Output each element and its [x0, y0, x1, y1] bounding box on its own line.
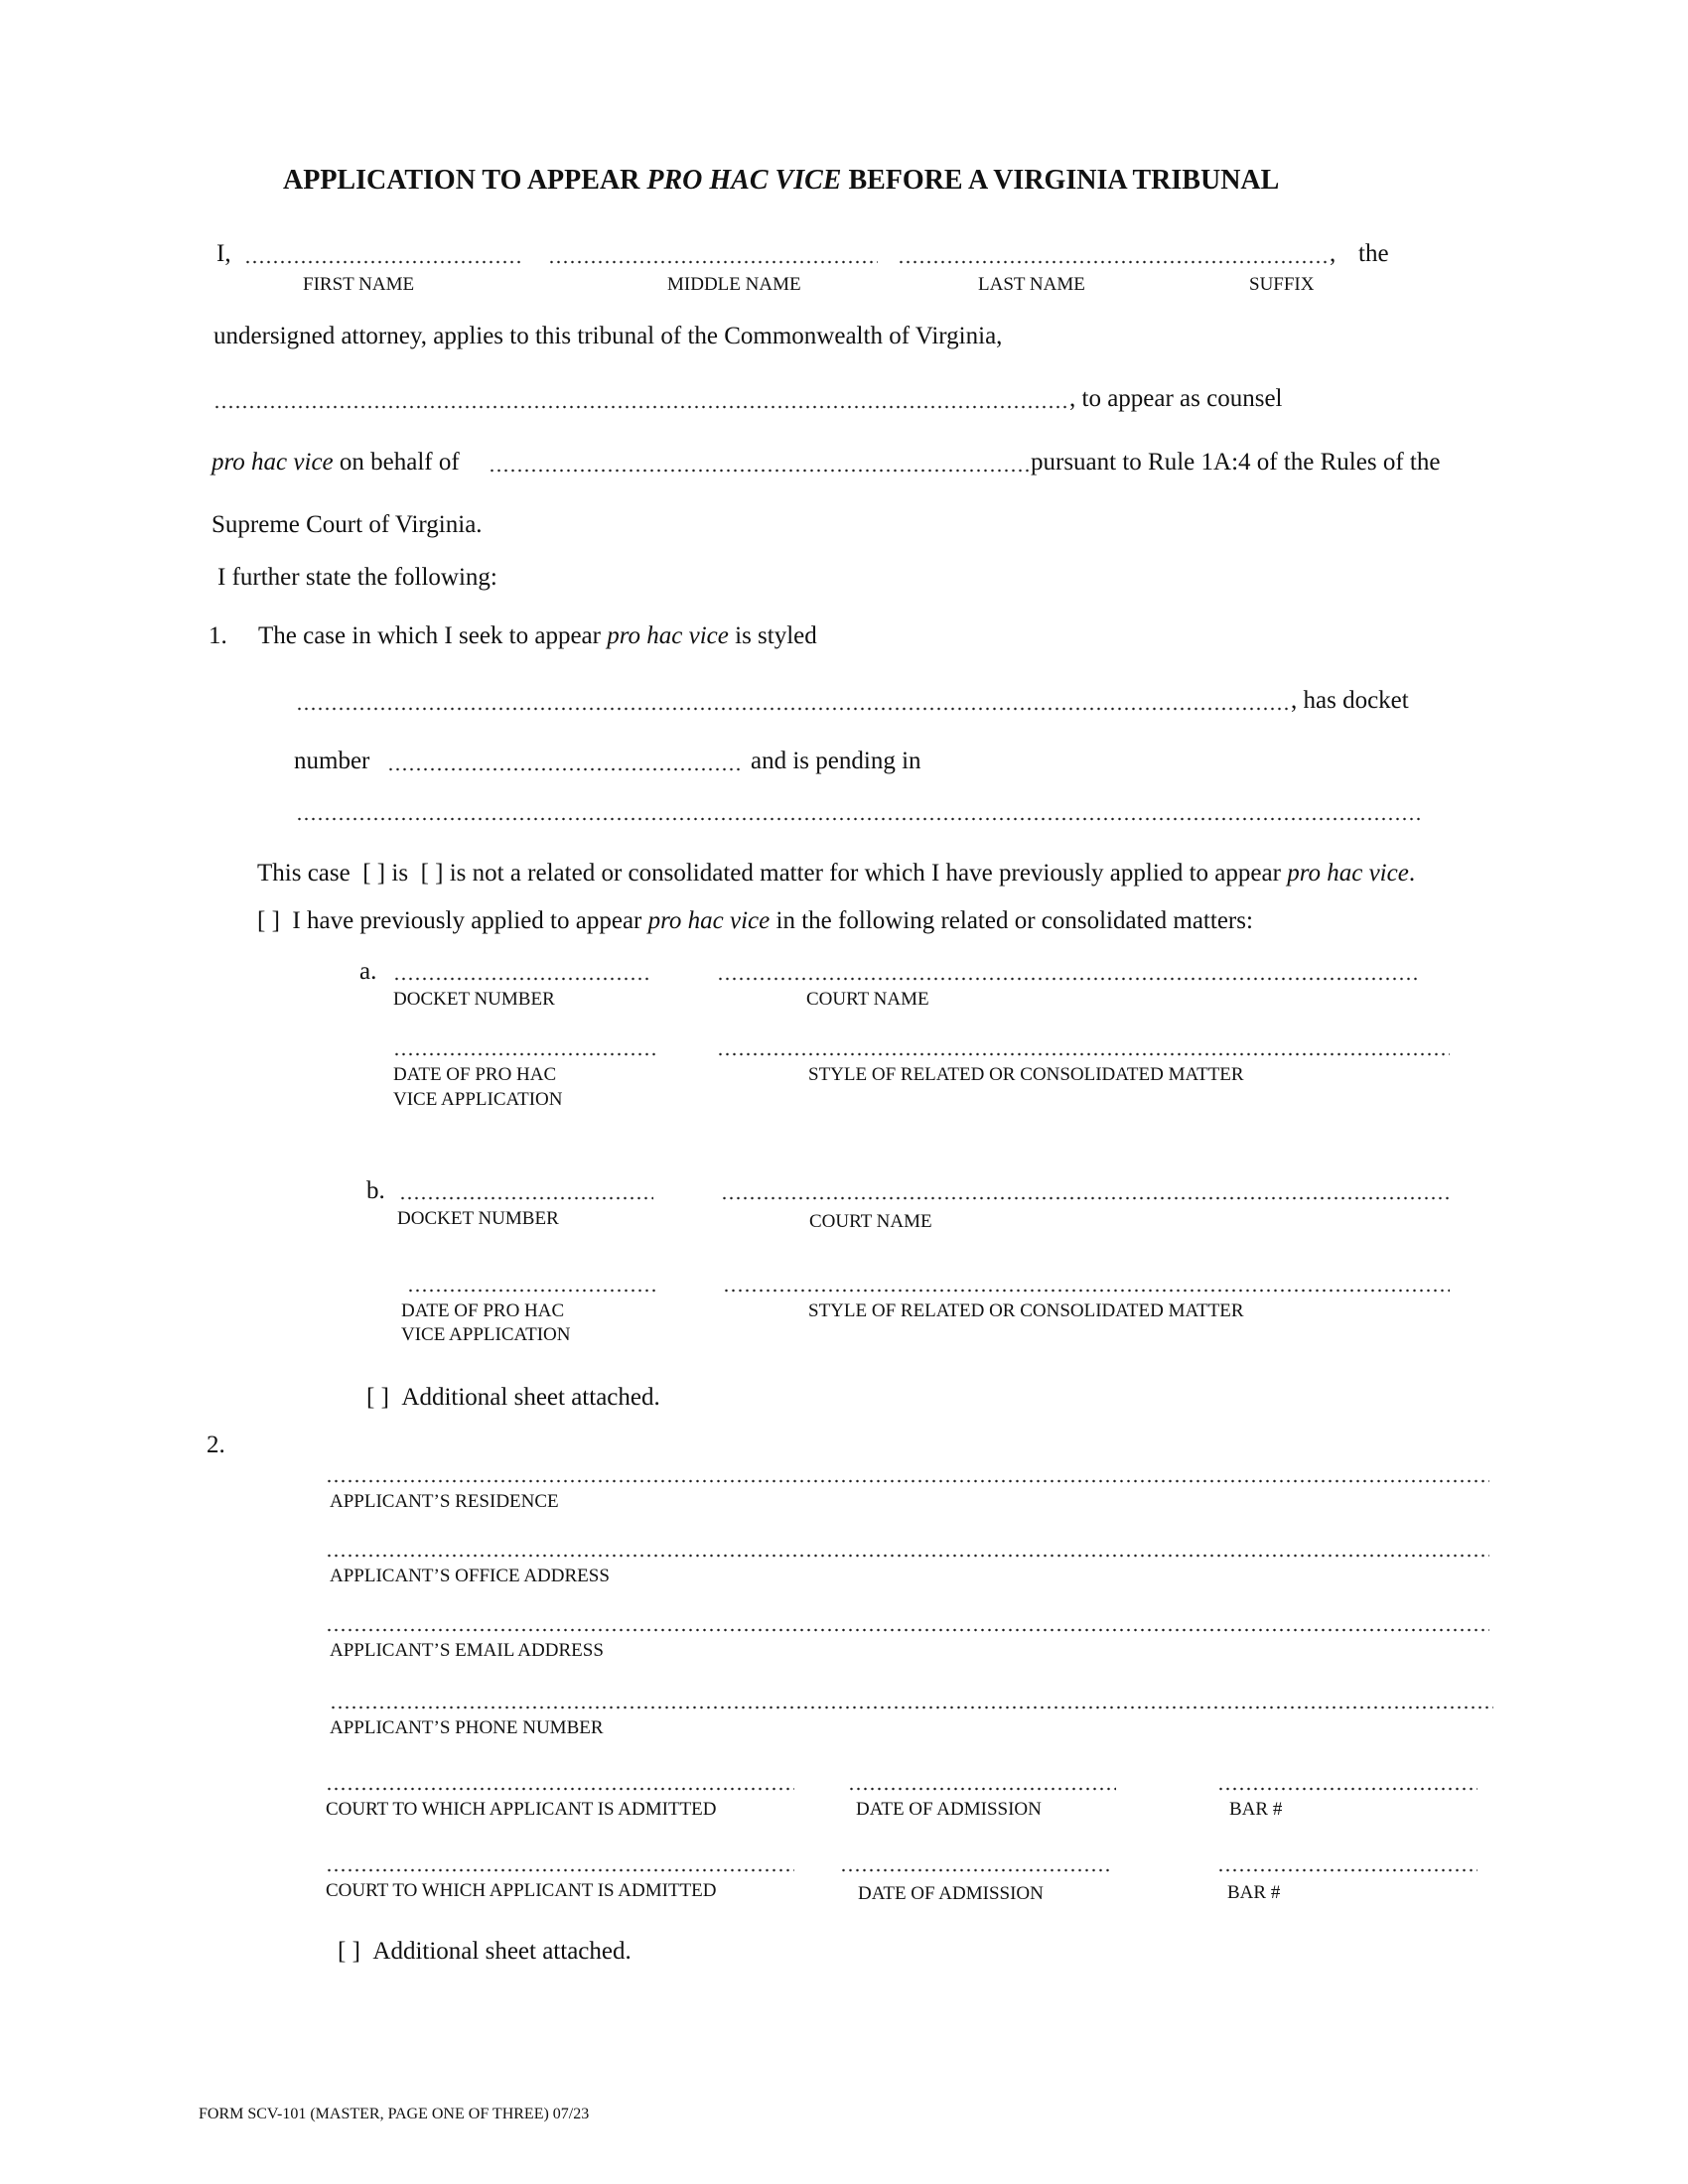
pursuant-rule-text: pursuant to Rule 1A:4 of the Rules of the — [1031, 449, 1441, 476]
number-label: number — [294, 748, 370, 774]
entry-a-docket-label: DOCKET NUMBER — [393, 989, 555, 1010]
entry-a-date-field[interactable] — [393, 1052, 655, 1056]
has-docket-text: , has docket — [1291, 687, 1409, 714]
date-admission-1-field[interactable] — [848, 1787, 1116, 1791]
entry-a-letter: a. — [359, 958, 377, 985]
first-name-field[interactable] — [244, 260, 524, 264]
intro-line-2: undersigned attorney, applies to this tribunal of the Commonwealth of Virginia, — [213, 323, 1003, 349]
entry-b-letter: b. — [366, 1177, 385, 1204]
page-title: APPLICATION TO APPEAR PRO HAC VICE BEFORE A VIRGINIA TRIBUNAL — [283, 165, 1280, 196]
first-name-label: FIRST NAME — [303, 274, 415, 295]
entry-a-court-field[interactable] — [717, 977, 1418, 981]
entry-a-style-label: STYLE OF RELATED OR CONSOLIDATED MATTER — [808, 1064, 1244, 1085]
residence-field[interactable] — [326, 1479, 1489, 1483]
entry-b-docket-label: DOCKET NUMBER — [397, 1208, 559, 1229]
email-field[interactable] — [326, 1628, 1489, 1632]
pending-court-field[interactable] — [296, 817, 1424, 821]
entry-b-date-label-2: VICE APPLICATION — [401, 1324, 571, 1345]
email-label: APPLICANT’S EMAIL ADDRESS — [330, 1640, 604, 1661]
docket-number-field[interactable] — [387, 767, 743, 771]
item-2-number: 2. — [207, 1432, 225, 1458]
item-1-text: The case in which I seek to appear pro hac vice is styled — [258, 622, 817, 649]
entry-b-style-label: STYLE OF RELATED OR CONSOLIDATED MATTER — [808, 1300, 1244, 1321]
name-comma: , — [1330, 240, 1336, 267]
bar-1-field[interactable] — [1217, 1787, 1477, 1791]
entry-b-style-field[interactable] — [723, 1289, 1450, 1293]
entry-a-date-label-1: DATE OF PRO HAC — [393, 1064, 557, 1085]
on-behalf-of-field[interactable] — [489, 469, 1031, 473]
item-2-additional-line: [ ] Additional sheet attached. — [338, 1938, 632, 1965]
item-1-number: 1. — [209, 622, 227, 649]
date-admission-2-field[interactable] — [840, 1868, 1110, 1872]
middle-name-label: MIDDLE NAME — [667, 274, 801, 295]
related-matter-line: This case [ ] is [ ] is not a related or consolidated matter for which I have previously applied to appear pro hac vice. — [257, 860, 1416, 887]
court-admitted-1-label: COURT TO WHICH APPLICANT IS ADMITTED — [326, 1799, 717, 1820]
entry-b-court-field[interactable] — [721, 1196, 1452, 1200]
phone-field[interactable] — [330, 1706, 1493, 1709]
is-checkbox[interactable]: [ ] — [362, 860, 386, 887]
intro-line-6: I further state the following: — [217, 564, 497, 591]
intro-line-5: Supreme Court of Virginia. — [211, 511, 483, 538]
bar-1-label: BAR # — [1229, 1799, 1283, 1820]
entry-a-style-field[interactable] — [717, 1052, 1450, 1056]
pending-in-text: and is pending in — [751, 748, 921, 774]
court-admitted-2-field[interactable] — [326, 1868, 794, 1872]
last-name-field[interactable] — [898, 260, 1329, 264]
office-address-field[interactable] — [326, 1554, 1489, 1558]
bar-2-field[interactable] — [1217, 1868, 1477, 1872]
previously-applied-line: [ ] I have previously applied to appear pro hac vice in the following related or consolidated matters: — [257, 907, 1253, 934]
intro-i: I, — [216, 240, 231, 267]
item-1-additional-line: [ ] Additional sheet attached. — [366, 1384, 660, 1411]
office-address-label: APPLICANT’S OFFICE ADDRESS — [330, 1566, 610, 1586]
last-name-label: LAST NAME — [978, 274, 1085, 295]
entry-a-date-label-2: VICE APPLICATION — [393, 1089, 563, 1110]
court-admitted-2-label: COURT TO WHICH APPLICANT IS ADMITTED — [326, 1880, 717, 1901]
entry-b-date-label-1: DATE OF PRO HAC — [401, 1300, 565, 1321]
date-admission-2-label: DATE OF ADMISSION — [858, 1883, 1044, 1904]
court-admitted-1-field[interactable] — [326, 1787, 794, 1791]
form-footer: FORM SCV-101 (MASTER, PAGE ONE OF THREE) 07/23 — [199, 2106, 590, 2122]
entry-a-docket-field[interactable] — [393, 977, 649, 981]
bar-2-label: BAR # — [1227, 1882, 1281, 1903]
suffix-label: SUFFIX — [1249, 274, 1315, 295]
middle-name-field[interactable] — [548, 260, 878, 264]
date-admission-1-label: DATE OF ADMISSION — [856, 1799, 1042, 1820]
tribunal-field[interactable] — [213, 405, 1069, 409]
phone-label: APPLICANT’S PHONE NUMBER — [330, 1717, 604, 1738]
entry-b-docket-field[interactable] — [399, 1196, 653, 1200]
intro-line-4: pro hac vice on behalf of — [211, 449, 460, 476]
case-style-field[interactable] — [296, 707, 1291, 711]
item-1-additional-checkbox[interactable]: [ ] — [366, 1384, 389, 1411]
appear-as-counsel: , to appear as counsel — [1069, 385, 1283, 412]
previously-applied-checkbox[interactable]: [ ] — [257, 907, 280, 934]
entry-b-date-field[interactable] — [407, 1289, 657, 1293]
is-not-checkbox[interactable]: [ ] — [420, 860, 444, 887]
residence-label: APPLICANT’S RESIDENCE — [330, 1491, 559, 1512]
item-2-additional-checkbox[interactable]: [ ] — [338, 1938, 360, 1965]
entry-b-court-label: COURT NAME — [809, 1211, 932, 1232]
intro-the: the — [1358, 240, 1389, 267]
entry-a-court-label: COURT NAME — [806, 989, 929, 1010]
